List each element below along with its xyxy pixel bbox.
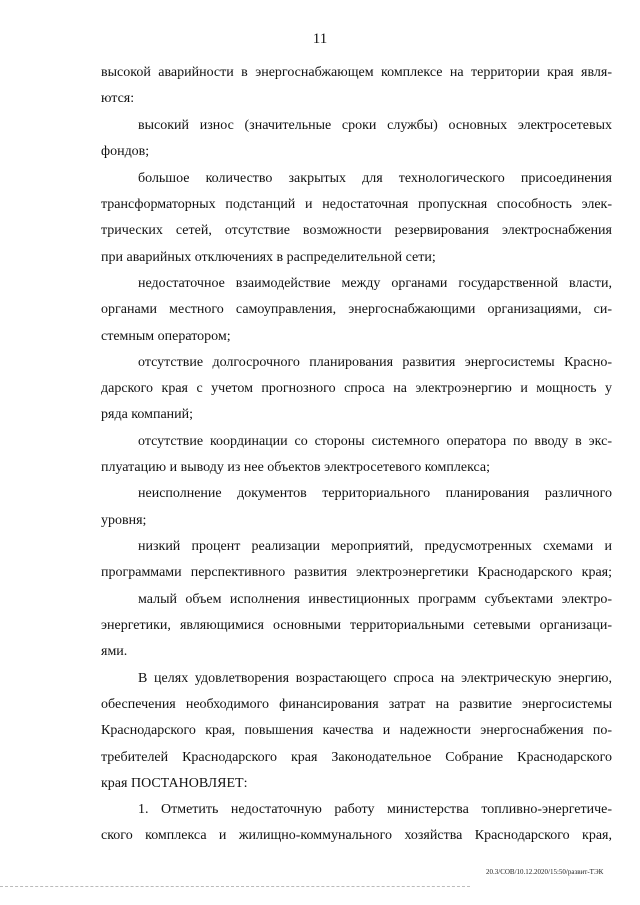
text-line: края ПОСТАНОВЛЯЕТ: bbox=[101, 776, 248, 791]
scan-dashed-line bbox=[0, 886, 470, 887]
text-line: требителей Краснодарского края Законодательное Собрание Краснодарского bbox=[101, 750, 612, 765]
text-line: энергетики, являющимися основными территориальными сетевыми организаци- bbox=[101, 618, 612, 633]
text-line: уровня; bbox=[101, 513, 147, 528]
text-line: при аварийных отключениях в распределительной сети; bbox=[101, 250, 436, 265]
text-line: обеспечения необходимого финансирования затрат на развитие энергосистемы bbox=[101, 697, 612, 712]
text-line: ряда компаний; bbox=[101, 407, 194, 422]
text-line: трансформаторных подстанций и недостаточная пропускная способность элек- bbox=[101, 197, 612, 212]
text-line: отсутствие координации со стороны системного оператора по вводу в экс- bbox=[138, 434, 612, 449]
text-line: программами перспективного развития электроэнергетики Краснодарского края; bbox=[101, 565, 612, 580]
text-line: Краснодарского края, повышения качества и надежности энергоснабжения по- bbox=[101, 723, 612, 738]
text-line: отсутствие долгосрочного планирования развития энергосистемы Красно- bbox=[138, 355, 612, 370]
text-line: стемным оператором; bbox=[101, 329, 231, 344]
text-line: высокой аварийности в энергоснабжающем комплексе на территории края явля- bbox=[101, 65, 612, 80]
text-line: плуатацию и выводу из нее объектов электросетевого комплекса; bbox=[101, 460, 491, 475]
text-line: ского комплекса и жилищно-коммунального хозяйства Краснодарского края, bbox=[101, 828, 612, 843]
text-line: недостаточное взаимодействие между органами государственной власти, bbox=[138, 276, 612, 291]
text-line: В целях удовлетворения возрастающего спроса на электрическую энергию, bbox=[138, 671, 612, 686]
text-line: высокий износ (значительные сроки службы) основных электросетевых bbox=[138, 118, 612, 133]
text-line: органами местного самоуправления, энергоснабжающими организациями, си- bbox=[101, 302, 612, 317]
text-line: 1. Отметить недостаточную работу министерства топливно-энергетиче- bbox=[138, 802, 612, 817]
text-line: большое количество закрытых для технологического присоединения bbox=[138, 171, 612, 186]
text-line: ями. bbox=[101, 644, 128, 659]
text-line: низкий процент реализации мероприятий, предусмотренных схемами и bbox=[138, 539, 612, 554]
text-line: трических сетей, отсутствие возможности резервирования электроснабжения bbox=[101, 223, 612, 238]
text-line: неисполнение документов территориального планирования различного bbox=[138, 486, 612, 501]
text-line: фондов; bbox=[101, 144, 150, 159]
text-line: дарского края с учетом прогнозного спроса на электроэнергию и мощность у bbox=[101, 381, 612, 396]
text-line: малый объем исполнения инвестиционных программ субъектами электро- bbox=[138, 592, 612, 607]
page-number: 11 bbox=[312, 31, 328, 47]
text-line: ются: bbox=[101, 91, 135, 106]
document-code: 20.3/СОВ/10.12.2020/15:50/развит-ТЭК bbox=[486, 868, 604, 876]
